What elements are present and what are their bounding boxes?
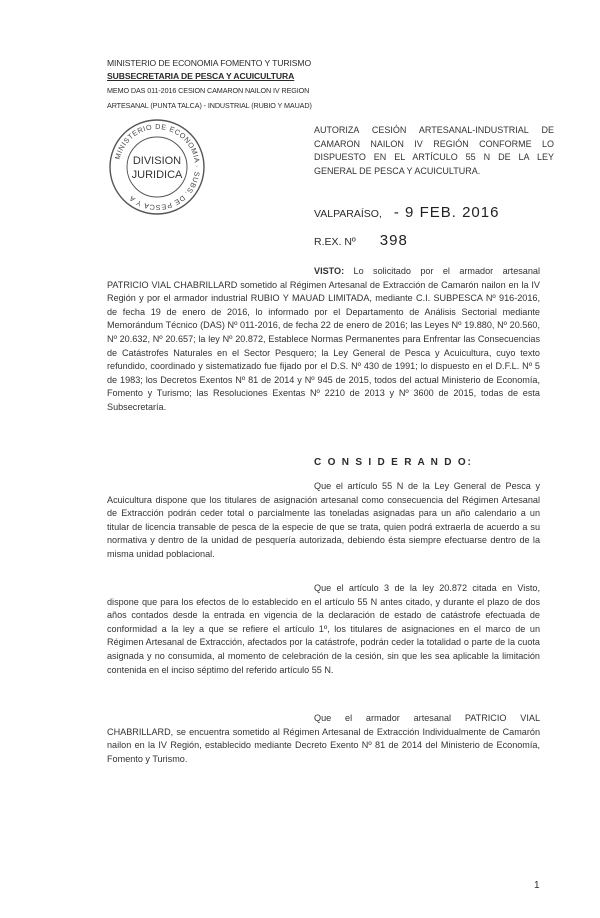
stamp-ring-text: MINISTERIO DE ECONOMIA · SUBS. DE PESCA Y A bbox=[112, 121, 203, 213]
rex-label: R.EX. Nº bbox=[314, 236, 356, 248]
ministry-header: MINISTERIO DE ECONOMIA FOMENTO Y TURISMO bbox=[107, 58, 312, 68]
resolution-number-line bbox=[314, 232, 408, 249]
considerando-paragraph-2: Que el artículo 3 de la ley 20.872 citada en Visto, dispone que para los efectos de lo establecido en el artículo 55 N antes citado, y durante el plazo de dos años contados desde la entrada en vigencia de la declaración de estado de catástrofe efectuada de conformidad a la ley a que se refiere el artículo 1º, los titulares de asignaciones en el marco de un Régimen Artesanal de Extracción, afectados por la catástrofe, podrán ceder la totalidad o parte de la cuota asignada y no consumida, al momento de celebración de la cesión, sin que les sea aplicable la limitación contenida en el inciso séptimo del referido artículo 55 N. bbox=[107, 583, 540, 675]
page-number: 1 bbox=[534, 880, 540, 891]
visto-text: Lo solicitado por el armador artesanal PATRICIO VIAL CHABRILLARD sometido al Régimen Artesanal de Extracción de Camarón nailon en la IV Región y por el armador industrial RUBIO Y MAUAD LIMITADA, mediante C.I. SUBPESCA Nº 916-2016, de fecha 19 de enero de 2016, lo informado por el Departamento de Análisis Sectorial mediante Memorándum Técnico (DAS) Nº 011-2016, de fecha 22 de enero de 2016; las Leyes Nº 19.880, Nº 20.560, Nº 20.632, Nº 20.657; la ley Nº 20.872, Establece Normas Permanentes para Enfrentar las Consecuencias de Catástrofes Naturales en el Sector Pesquero; la Ley General de Pesca y Acuicultura, cuyo texto refundido, coordinado y sistematizado fue fijado por el D.S. Nº 430 de 1991; lo dispuesto en el D.F.L. Nº 5 de 1983; los Decretos Exentos Nº 81 de 2014 y Nº 945 de 2015, todos del actual Ministerio de Economía, Fomento y Turismo; las Resoluciones Exentas Nº 2210 de 2013 y Nº 3600 de 2015, todas de esta Subsecretaría. bbox=[107, 266, 540, 412]
memo-reference-line-2: ARTESANAL (PUNTA TALCA) - INDUSTRIAL (RUBIO Y MAUAD) bbox=[107, 101, 312, 110]
visto-lead: VISTO: bbox=[314, 266, 345, 276]
visto-paragraph bbox=[107, 265, 540, 415]
rex-number: 398 bbox=[379, 232, 408, 249]
considerando-paragraph-1: Que el artículo 55 N de la Ley General de Pesca y Acuicultura dispone que los titulares de asignación artesanal como consecuencia del Régimen Artesanal de Extracción podrán ceder total o parcialmente las toneladas asignadas para un año calendario a un titular de licencia transable de pesca de la especie de que se trata, quien podrá extraerla de acuerdo a su normativa y dentro de la unidad de pesquería autorizada, debiendo ésta siempre efectuarse dentro de la misma unidad poblacional. bbox=[107, 481, 540, 559]
place-label: VALPARAÍSO, bbox=[314, 208, 382, 220]
resolution-title: AUTORIZA CESIÓN ARTESANAL-INDUSTRIAL DE CAMARON NAILON IV REGIÓN CONFORME LO DISPUESTO EN EL ARTÍCULO 55 N DE LA LEY GENERAL DE PESCA Y ACUICULTURA. bbox=[314, 125, 554, 176]
considerando-heading: C O N S I D E R A N D O: bbox=[314, 457, 473, 468]
memo-reference-line-1: MEMO DAS 011-2016 CESION CAMARON NAILON IV REGION bbox=[107, 86, 310, 95]
resolution-date: - 9 FEB. 2016 bbox=[393, 204, 500, 221]
stamp-line-2: JURIDICA bbox=[131, 169, 183, 181]
division-juridica-stamp bbox=[107, 117, 207, 217]
subsecretaria-header: SUBSECRETARIA DE PESCA Y ACUICULTURA bbox=[107, 71, 295, 81]
considerando-paragraph-3: Que el armador artesanal PATRICIO VIAL CHABRILLARD, se encuentra sometido al Régimen Artesanal de Extracción Individualmente de Camarón nailon en la IV Región, establecido mediante Decreto Exento Nº 81 de 2014 del Ministerio de Economía, Fomento y Turismo. bbox=[107, 713, 540, 764]
stamp-line-1: DIVISION bbox=[132, 155, 182, 167]
place-date-line bbox=[314, 204, 499, 221]
